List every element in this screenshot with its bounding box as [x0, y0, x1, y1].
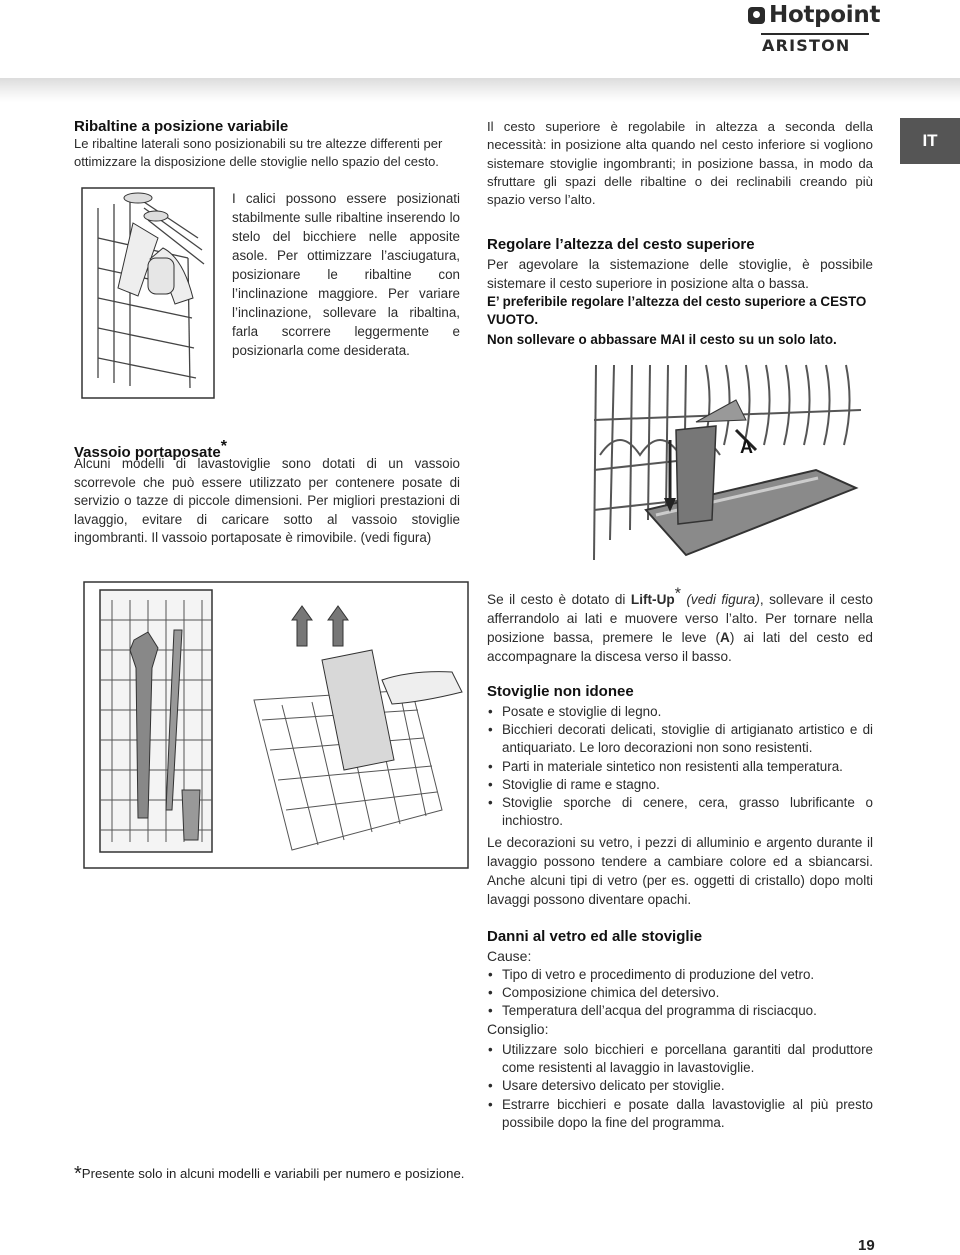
list-item: • Usare detersivo delicato per stoviglie. — [487, 1077, 873, 1095]
danni-causes-list — [487, 966, 873, 1021]
figure-cutlery-tray — [82, 580, 470, 870]
ribaltine-intro: Le ribaltine laterali sono posizionabili su tre altezze differenti per ottimizzare la disposizione delle stoviglie nello spazio del cesto. — [74, 136, 443, 169]
danni-causes-label: Cause: — [487, 948, 532, 964]
footnote-asterisk: * — [74, 1163, 82, 1185]
vassoio-asterisk: * — [220, 438, 227, 455]
non-idonee-list — [487, 703, 873, 830]
lift-up-key: A — [720, 630, 730, 645]
page-number: 19 — [858, 1237, 875, 1254]
brand-sub: ARISTON — [762, 36, 851, 55]
list-item: • Tipo di vetro e procedimento di produzione del vetro. — [487, 966, 873, 984]
brand-logo — [748, 2, 880, 28]
lift-up-paragraph — [487, 585, 873, 666]
section-title-ribaltine: Ribaltine a posizione variabile — [74, 118, 289, 135]
list-item: • Bicchieri decorati delicati, stoviglie di artigianato artistico e di antiquariato. Le loro decorazioni non sono resistenti. — [487, 721, 873, 757]
lift-up-term: Lift-Up — [630, 592, 675, 607]
ribaltine-side-text: I calici possono essere posizionati stabilmente sulle ribaltine inserendo lo stelo del bicchiere nelle apposite asole. Per ottimizzare l’asciugatura, posizionare le ribaltine con l’inclinazione maggiore. Per variare l’inclinazione, sollevare la ribaltina, farla scorrere leggermente e posizionarla come desiderata. — [232, 191, 460, 358]
brand-logo-icon — [748, 7, 765, 24]
list-item: • Composizione chimica del detersivo. — [487, 984, 873, 1002]
lift-up-asterisk: * — [674, 585, 681, 603]
lift-up-pre: Se il cesto è dotato di — [487, 592, 631, 607]
list-item: • Stoviglie di rame e stagno. — [487, 776, 873, 794]
danni-advice-label: Consiglio: — [487, 1021, 549, 1037]
brand-divider — [761, 33, 869, 35]
cesto-superiore-intro: Il cesto superiore è regolabile in altezza a seconda della necessità: in posizione alta quando nel cesto inferiore si vogliono sistemare stoviglie ingombranti; in posizione bassa, in modo da sfruttare gli spazi delle ribaltine o dei reclinabili creando più spazio verso l’alto. — [487, 119, 873, 208]
brand-name: Hotpoint — [769, 2, 881, 28]
language-tab: IT — [900, 118, 960, 164]
section-title-regolare: Regolare l’altezza del cesto superiore — [487, 236, 755, 253]
footnote — [74, 1163, 464, 1186]
regolare-warning-2: Non sollevare o abbassare MAI il cesto su un solo lato. — [487, 332, 837, 347]
list-item: • Utilizzare solo bicchieri e porcellana garantiti dal produttore come resistenti al lavaggio in lavastoviglie. — [487, 1041, 873, 1077]
vassoio-title-text: Vassoio portaposate — [74, 444, 221, 461]
lift-up-end: ) ai lati del cesto ed accompagnare la discesa verso il basso. — [487, 630, 873, 664]
list-item: • Temperatura dell’acqua del programma di risciacquo. — [487, 1002, 873, 1020]
section-title-non-idonee: Stoviglie non idonee — [487, 683, 634, 700]
section-title-danni: Danni al vetro ed alle stoviglie — [487, 928, 703, 945]
figure-label-a: A — [740, 437, 753, 457]
lift-up-ref: (vedi figura) — [680, 592, 760, 607]
list-item: • Posate e stoviglie di legno. — [487, 703, 873, 721]
lift-up-mid: , sollevare il cesto afferrandolo ai lati e muovere verso l’alto. Per tornare nella posizione bassa, premere le leve ( — [487, 592, 873, 645]
non-idonee-text: Le decorazioni su vetro, i pezzi di alluminio e argento durante il lavaggio possono tendere a cambiare colore ed a sbiancarsi. Anche alcuni tipi di vetro (per es. oggetti di cristallo) dopo molti lavaggi possono diventare opachi. — [487, 835, 873, 907]
regolare-text: Per agevolare la sistemazione delle stoviglie, è possibile sistemare il cesto superiore in posizione alta o bassa. — [487, 257, 873, 291]
footnote-text: Presente solo in alcuni modelli e variabili per numero e posizione. — [81, 1166, 465, 1181]
list-item: • Stoviglie sporche di cenere, cera, grasso lubrificante o inchiostro. — [487, 794, 873, 830]
danni-advice-list — [487, 1041, 873, 1132]
vassoio-text: Alcuni modelli di lavastoviglie sono dotati di un vassoio scorrevole che può essere utilizzato per contenere posate di servizio o tazze di piccole dimensioni. Per migliori prestazioni di lavaggio, evitare di caricare sotto al vassoio stoviglie ingombranti. Il vassoio portaposate è rimovibile. (vedi figura) — [74, 456, 460, 545]
list-item: • Estrarre bicchieri e posate dalla lavastoviglie al più presto possibile dopo la fine del programma. — [487, 1096, 873, 1132]
figure-lift-up-basket — [586, 360, 876, 572]
figure-ribaltine-basket — [78, 178, 228, 402]
header-band — [0, 78, 960, 102]
regolare-warning-1: E’ preferibile regolare l’altezza del cesto superiore a CESTO VUOTO. — [487, 294, 867, 328]
list-item: • Parti in materiale sintetico non resistenti alla temperatura. — [487, 758, 873, 776]
